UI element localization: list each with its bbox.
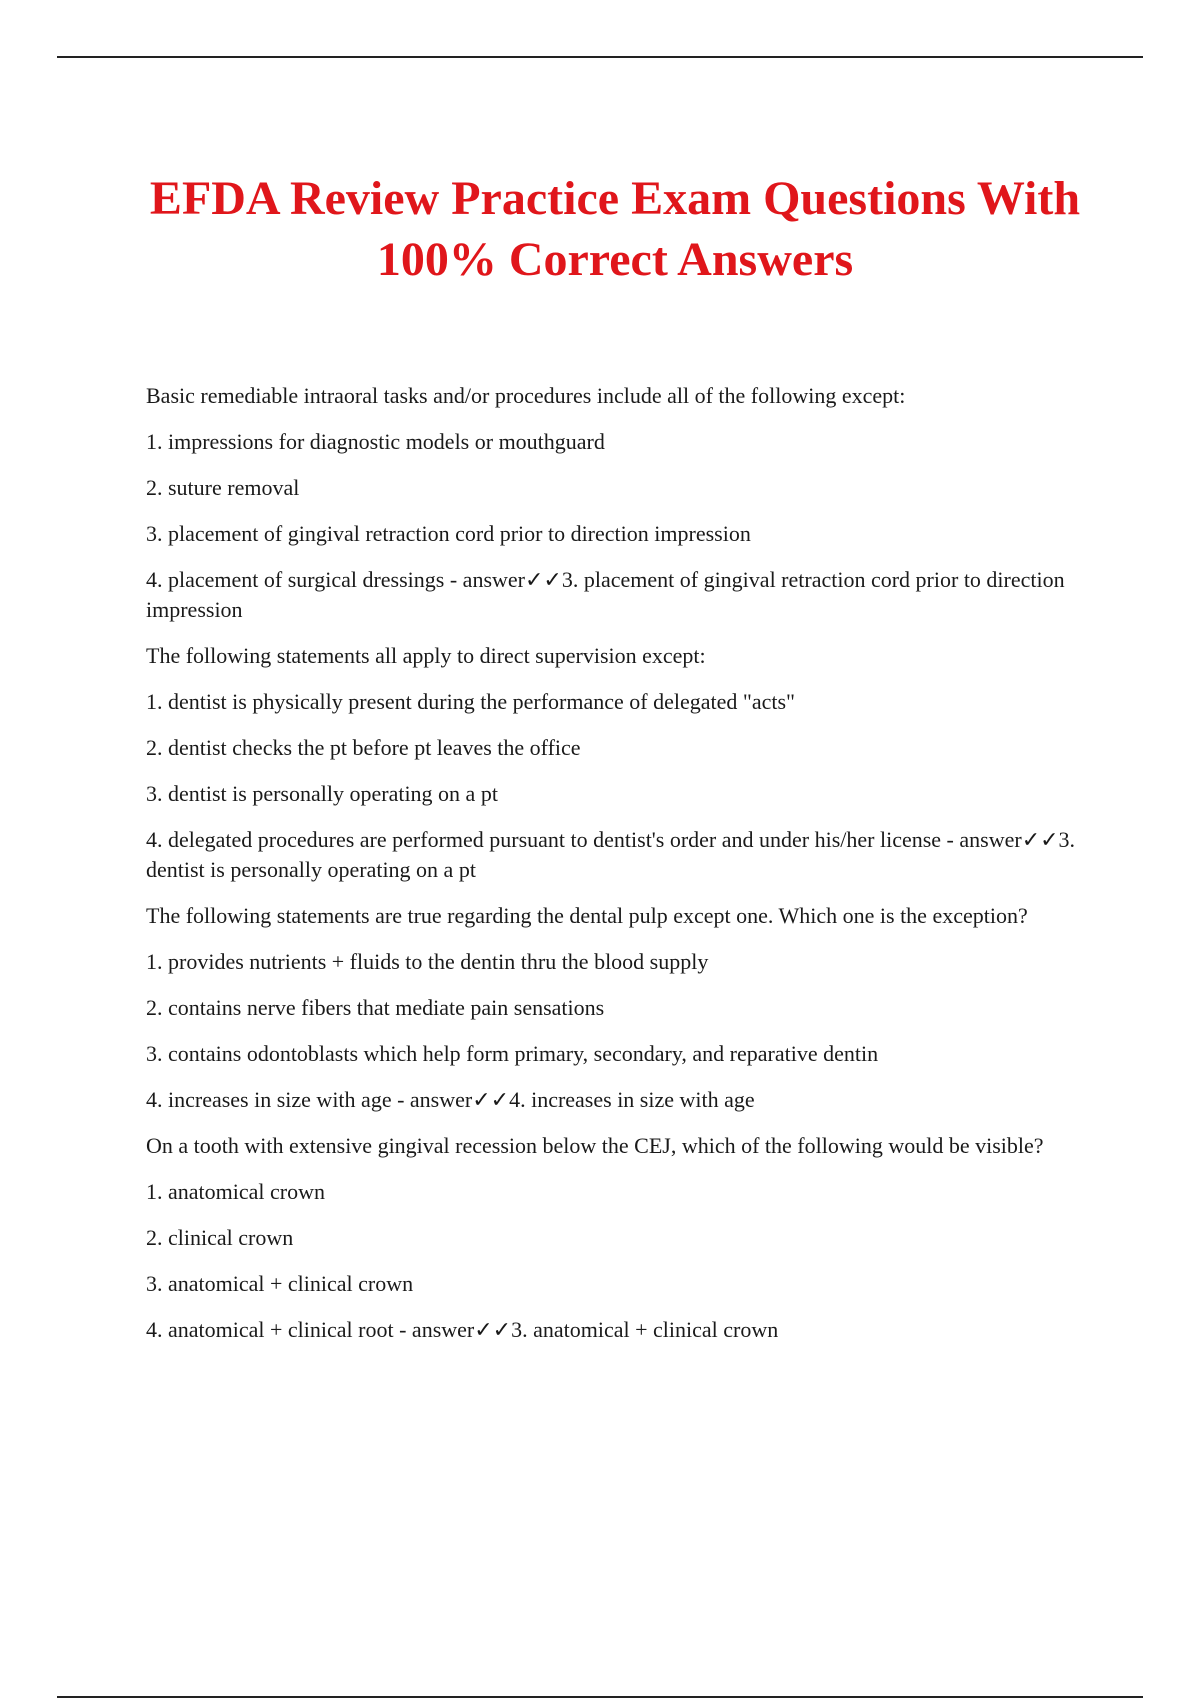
question-text: On a tooth with extensive gingival recession below the CEJ, which of the following would be visible? (146, 1133, 1044, 1158)
option-answer-item: 4. increases in size with age - answer✓✓4. increases in size with age (146, 1087, 755, 1112)
option-item: 3. dentist is personally operating on a pt (146, 781, 498, 806)
question-text: The following statements all apply to direct supervision except: (146, 643, 706, 668)
document-title: EFDA Review Practice Exam Questions With 100% Correct Answers (149, 172, 1081, 286)
option-item: 3. placement of gingival retraction cord prior to direction impression (146, 521, 751, 546)
question-block-3 (146, 901, 1076, 1115)
option-item: 1. provides nutrients + fluids to the dentin thru the blood supply (146, 949, 709, 974)
bottom-rule (57, 1696, 1143, 1698)
question-block-1 (146, 381, 1076, 625)
question-text: The following statements are true regarding the dental pulp except one. Which one is the exception? (146, 903, 1028, 928)
option-item: 2. dentist checks the pt before pt leaves the office (146, 735, 581, 760)
option-item: 2. clinical crown (146, 1225, 294, 1250)
option-item: 1. impressions for diagnostic models or mouthguard (146, 429, 605, 454)
option-item: 1. dentist is physically present during the performance of delegated "acts" (146, 689, 796, 714)
question-block-4 (146, 1131, 1076, 1345)
top-rule (57, 56, 1143, 58)
option-answer-item: 4. placement of surgical dressings - answer✓✓3. placement of gingival retraction cord prior to direction impression (146, 567, 1065, 622)
option-answer-item: 4. delegated procedures are performed pursuant to dentist's order and under his/her license - answer✓✓3. dentist is personally operating on a pt (146, 827, 1076, 882)
option-item: 2. suture removal (146, 475, 300, 500)
option-item: 3. anatomical + clinical crown (146, 1271, 414, 1296)
document-body (146, 381, 1076, 1361)
question-text: Basic remediable intraoral tasks and/or procedures include all of the following except: (146, 383, 906, 408)
option-answer-item: 4. anatomical + clinical root - answer✓✓3. anatomical + clinical crown (146, 1317, 779, 1342)
option-item: 3. contains odontoblasts which help form primary, secondary, and reparative dentin (146, 1041, 879, 1066)
option-item: 1. anatomical crown (146, 1179, 325, 1204)
option-item: 2. contains nerve fibers that mediate pain sensations (146, 995, 605, 1020)
question-block-2 (146, 641, 1076, 885)
